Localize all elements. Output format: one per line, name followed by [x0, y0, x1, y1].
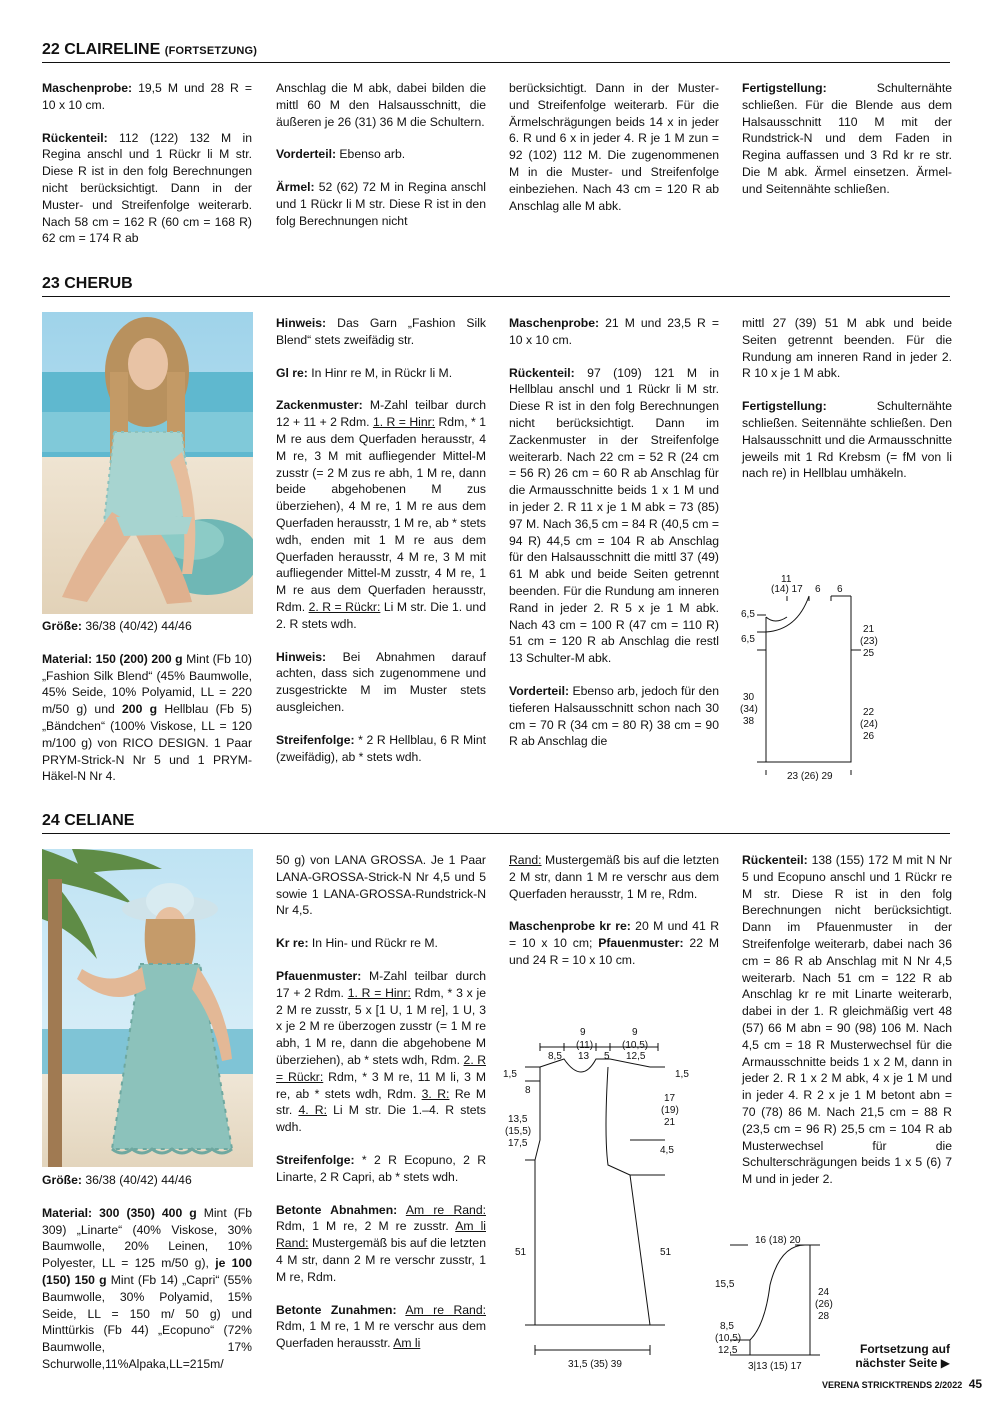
paragraph: Betonte Abnahmen: Am re Rand: Rdm, 1 M re, 2 M re zusstr. Am li Rand: Mustergemäß bis auf die letzten 4 M str, dann 2 M re verschr zusstr, 1 M re, Rdm.: [276, 1202, 486, 1284]
dim-right-51: 51: [660, 1247, 672, 1258]
s22-column-3: [509, 80, 719, 230]
paragraph: Streifenfolge: * 2 R Hellblau, 6 R Mint (zweifädig), ab * stets wdh.: [276, 732, 486, 764]
dim-bottom: 3|13 (15) 17: [748, 1361, 802, 1372]
dim-13: 13: [578, 1051, 590, 1062]
dim-left-34: (34): [740, 704, 758, 715]
dim-9a: 9: [580, 1027, 586, 1038]
cherub-photo: [42, 312, 253, 614]
dim-top: 16 (18) 20: [755, 1235, 801, 1246]
s23-column-4: [742, 315, 952, 498]
schematic-outline: [766, 617, 851, 762]
s22-column-4: [742, 80, 952, 214]
body-outline: [535, 1067, 650, 1325]
section-number: 23: [42, 275, 60, 292]
paragraph: Streifenfolge: * 2 R Ecopuno, 2 R Linarte, 2 R Capri, ab * stets wdh.: [276, 1152, 486, 1184]
dim-left-10-5: (10,5): [715, 1333, 742, 1344]
paragraph: Maschenprobe kr re: 20 M und 41 R = 10 x 10 cm; Pfauenmuster: 22 M und 24 R = 10 x 10 cm.: [509, 919, 719, 967]
size-line: Größe: 36/38 (40/42) 44/46: [42, 1173, 192, 1187]
s23-column-2: [276, 315, 486, 781]
paragraph: Fertigstellung: Schulternähte schließen. Seitennähte schließen. Den Halsausschnitt und die Armausschnitte jeweils mit 1 Rd Krebsm (= fM von li nach re) in Hellblau umhäkeln.: [742, 399, 952, 481]
paragraph: mittl 27 (39) 51 M abk und beide Seiten getrennt beenden. Für die Rundung am inneren Rand in jeder 2. R 10 x je 1 M abk.: [742, 316, 952, 381]
dim-right-26: (26): [815, 1299, 833, 1310]
section-22: [42, 40, 950, 63]
s22-column-1: [42, 80, 252, 263]
dim-left-8-5: 8,5: [720, 1321, 734, 1332]
dim-left-6-5a: 6,5: [741, 609, 755, 620]
page-footer: [822, 1377, 982, 1391]
paragraph: Vorderteil: Ebenso arb, jedoch für den tieferen Halsausschnitt schon nach 30 cm = 70 R (34 cm = 80 R) 38 cm = 90 R ab Anschlag die: [509, 683, 719, 749]
celiane-photo: [42, 849, 253, 1167]
dim-top-11: 11: [781, 574, 792, 585]
dim-right-24: (24): [860, 719, 878, 730]
dim-left-51: 51: [515, 1247, 527, 1258]
paragraph: Kr re: In Hin- und Rückr re M.: [276, 936, 438, 951]
section-name: CELIANE: [64, 812, 135, 829]
dim-right-21: 21: [863, 624, 875, 635]
paragraph: Rückenteil: 97 (109) 121 M in Hellblau anschl und 1 Rückr li M str. Diese R ist in den folg Berechnungen nicht berücksichtigt. Dann im Zackenmuster in der Streifenfolge weiterarb. Nach 22 cm = 52 R (24 cm = 56 R) 26 cm = 60 R ab Anschlag für die Armausschnitte beids 1 x 1 M und in jeder 2. R 11 x je 1 M abk = 73 (85) 97 M. Nach 36,5 cm = 84 R (40,5 cm = 94 R) 44,5 cm = 104 R ab Anschlag für den Halsausschnitt die mittl 37 (49) 61 M abk und beide Seiten getrennt beenden. Für die Rundung am inneren Rand in jeder 2. R 5 x je 1 M abk. Nach 43 cm = 100 R (47 cm = 110 R) 51 cm = 120 R ab Anschlag die restl 13 Schulter-M abk.: [509, 365, 719, 666]
sleeve-outline: [750, 1245, 810, 1355]
page-number: 45: [968, 1377, 983, 1391]
dim-top-6b: 6: [837, 584, 843, 595]
paragraph: Fertigstellung: Schulternähte schließen. Für die Blende aus dem Halsausschnitt 110 M mit der Rundstrick-N und dem Faden in Regina auffassen und 3 Rd kr re str. Die M abk. Ärmel einsetzen. Ärmel- und Seitennähte schließen.: [742, 81, 952, 196]
material-paragraph: Material: 300 (350) 400 g Mint (Fb 309) „Linarte“ (40% Viskose, 30% Baumwolle, 20% Leinen, 10% Polyester, LL = 125 m/50 g), je 100 (150) 150 g Mint (Fb 14) „Capri“ (55% Baumwolle, 30% Polyamid, 15% Seide, LL = 150 m/ 50 g) und Minttürkis (Fb 44) „Ecopuno“ (72% Baumwolle, 17% Schurwolle,11%Alpaka,LL=215m/: [42, 1205, 252, 1371]
dim-left-13-5: 13,5: [508, 1114, 528, 1125]
dim-left-15-5: (15,5): [505, 1126, 532, 1137]
section-title: [42, 274, 950, 297]
s24-column-1: [42, 1172, 252, 1389]
dim-right-28: 28: [818, 1311, 830, 1322]
section-subtitle: (FORTSETZUNG): [164, 45, 258, 57]
dim-left-8: 8: [525, 1085, 531, 1096]
dim-right-21: 21: [664, 1117, 676, 1128]
paragraph: Rückenteil: 138 (155) 172 M mit N Nr 5 und Ecopuno anschl und 1 Rückr re M str. Diese R ist in den folg Berechnungen nicht berücksichtigt. Dann im Pfauenmuster in der Streifenfolge weiterarb, dabei nach 36 cm = 86 R ab Anschlag mit N Nr 4,5 weiterarb. Nach 51 cm = 122 R ab Anschlag kr re mit Linarte weiterarb, dabei in der 1. R gleichmäßig vert 48 (57) 66 M abn = 90 (98) 106 M. Nach 4,5 cm = 18 R Musterwechsel für die Armausschnitte beids 1 x 2 M, dann in jeder 2. R 1 x 2 M abk, 4 x je 1 M und in jeder 4. R 2 x je 1 M betont abn = 70 (78) 86 M. Nach 21,5 cm = 88 R (23,5 cm = 96 R) 25,5 cm = 104 R ab Musterwechsel für die Schulterschrägungen beids 1 x 5 (6) 7 M und in jeder 2.: [742, 853, 952, 1187]
paragraph: berücksichtigt. Dann in der Muster- und Streifenfolge weiterarb. Für die Ärmelschrägungen beids 14 x in jeder 6. R und 6 x in jeder 4. R je 1 M zun = 92 (102) 112 M. Die zugenommenen M in die Muster- und Streifenfolge einbeziehen. Nach 43 cm = 120 R ab Anschlag alle M abk.: [509, 81, 719, 213]
paragraph: Zackenmuster: M-Zahl teilbar durch 12 + 11 + 2 Rdm. 1. R = Hinr: Rdm, * 1 M re aus dem Querfaden herausstr, 4 M re, 3 M mit aufliegender Mittel-M zusstr (= 2 M zus re abh, 1 M re, dann beide abgehobenen M zus überziehen), 4 M re, 1 M re aus dem Querfaden herausstr, 1 M re, ab * stets wdh, enden mit 1 M re aus dem Querfaden herausstr, 4 M re, 3 M mit aufliegender Mittel-M zusstr, 4 M re, 1 M re aus dem Querfaden herausstr, Rdm. 2. R = Rückr: Li M str. Die 1. und 2. R stets wdh.: [276, 398, 487, 631]
dim-left-12-5: 12,5: [718, 1345, 738, 1356]
section-title: [42, 40, 950, 63]
dim-top-6a: 6: [815, 584, 821, 595]
dim-left-30: 30: [743, 692, 755, 703]
paragraph: Rand: Mustergemäß bis auf die letzten 2 M str, dann 1 M re verschr aus dem Querfaden herausstr, 1 M re, Rdm.: [509, 853, 719, 901]
s22-column-2: [276, 80, 486, 246]
material-paragraph: Material: 150 (200) 200 g Mint (Fb 10) „Fashion Silk Blend“ (45% Baumwolle, 45% Seide, 10% Polyamid, LL = 220 m/50 g) und 200 g Hellblau (Fb 5) „Bändchen“ (100% Viskose, LL = 120 m/100 g) von RICO DESIGN. 1 Paar PRYM-Strick-N Nr 5 und 1 PRYM-Häkel-N Nr 4.: [42, 651, 252, 784]
size-line: Größe: 36/38 (40/42) 44/46: [42, 619, 192, 633]
s23-column-3: [509, 315, 719, 766]
dim-11: (11): [576, 1040, 594, 1051]
paragraph: Gl re: In Hinr re M, in Rückr li M.: [276, 365, 453, 380]
s23-column-1: [42, 618, 252, 801]
dim-right-26: 26: [863, 731, 875, 742]
paragraph: Maschenprobe: 19,5 M und 28 R = 10 x 10 cm.: [42, 81, 252, 112]
section-number: 24: [42, 812, 60, 829]
paragraph: Hinweis: Das Garn „Fashion Silk Blend“ stets zweifädig str.: [276, 316, 486, 347]
dim-top-14-17: (14) 17: [771, 584, 803, 595]
dim-10-5: (10,5): [622, 1040, 649, 1051]
paragraph: Rückenteil: 112 (122) 132 M in Regina anschl und 1 Rückr li M str. Diese R ist in den folg Berechnungen nicht berücksichtigt. Dann in der Muster- und Streifenfolge weiterarb. Nach 58 cm = 162 R (60 cm = 168 R) 62 cm = 174 R ab: [42, 130, 252, 246]
dim-bottom: 31,5 (35) 39: [568, 1359, 622, 1370]
paragraph: Ärmel: 52 (62) 72 M in Regina anschl und 1 Rückr li M str. Diese R ist in den folg Berechnungen nicht: [276, 180, 486, 228]
s24-column-3: [509, 852, 719, 985]
cherub-schematic: [735, 570, 950, 785]
dim-right-1-5: 1,5: [675, 1069, 689, 1080]
dim-left-15-5: 15,5: [715, 1279, 735, 1290]
dim-right-22: 22: [863, 707, 875, 718]
magazine-name: VERENA STRICKTRENDS 2/2022: [822, 1380, 963, 1390]
dim-left-1-5: 1,5: [503, 1069, 517, 1080]
paragraph: Vorderteil: Ebenso arb.: [276, 147, 406, 162]
dim-9b: 9: [632, 1027, 638, 1038]
dim-right-17: 17: [664, 1093, 676, 1104]
dim-right-23: (23): [860, 636, 878, 647]
dim-left-17-5: 17,5: [508, 1138, 528, 1149]
paragraph: Pfauenmuster: M-Zahl teilbar durch 17 + 2 Rdm. 1. R = Hinr: Rdm, * 3 x je 2 M re zusstr, 5 x [1 U, 1 M re], 1 U, 3 x je 2 M re überzogen zusstr (= 1 M re abh, 1 M re, dann die abgehobene M überziehen), ab * stets wdh, Rdm. 2. R = Rückr: Rdm, * 3 M re, 11 M li, 3 M re, ab * stets wdh, Rdm. 3. R: Re M str. 4. R: Li M str. Die 1.–4. R stets wdh.: [276, 968, 486, 1135]
dim-right-25: 25: [863, 648, 875, 659]
s24-column-4: [742, 852, 952, 1204]
section-23: [42, 274, 950, 297]
neckline-curve: [766, 617, 787, 621]
continuation-note: Fortsetzung auf nächster Seite ▶: [855, 1342, 950, 1370]
dim-left-38: 38: [743, 716, 755, 727]
dim-12-5: 12,5: [626, 1051, 646, 1062]
section-name: CHERUB: [64, 275, 133, 292]
dim-right-24: 24: [818, 1287, 830, 1298]
section-name: CLAIRELINE: [64, 41, 161, 58]
dim-right-4-5: 4,5: [660, 1145, 674, 1156]
paragraph: Hinweis: Bei Abnahmen darauf achten, dass sich zugenommene und zusgestrickte M im Muster stets ausgleichen.: [276, 649, 486, 714]
s24-column-2: [276, 852, 486, 1368]
dim-bottom: 23 (26) 29: [787, 771, 833, 782]
celiane-body-schematic: [500, 1025, 700, 1375]
paragraph: Maschenprobe: 21 M und 23,5 R = 10 x 10 cm.: [509, 316, 719, 347]
section-24: [42, 811, 950, 834]
section-title: [42, 811, 950, 834]
dim-left-6-5b: 6,5: [741, 634, 755, 645]
dim-8-5: 8,5: [548, 1051, 562, 1062]
paragraph: Betonte Zunahmen: Am re Rand: Rdm, 1 M re, 1 M re verschr aus dem Querfaden herausstr. Am li: [276, 1302, 486, 1351]
dim-right-19: (19): [661, 1105, 679, 1116]
paragraph: 50 g) von LANA GROSSA. Je 1 Paar LANA-GROSSA-Strick-N Nr 4,5 und 5 sowie 1 LANA-GROSSA-Rundstrick-N Nr 4,5.: [276, 853, 486, 918]
section-number: 22: [42, 41, 60, 58]
dim-5: 5: [604, 1051, 610, 1062]
paragraph: Anschlag die M abk, dabei bilden die mittl 60 M den Halsausschnitt, die äußeren je 26 (31) 36 M die Schultern.: [276, 81, 486, 129]
